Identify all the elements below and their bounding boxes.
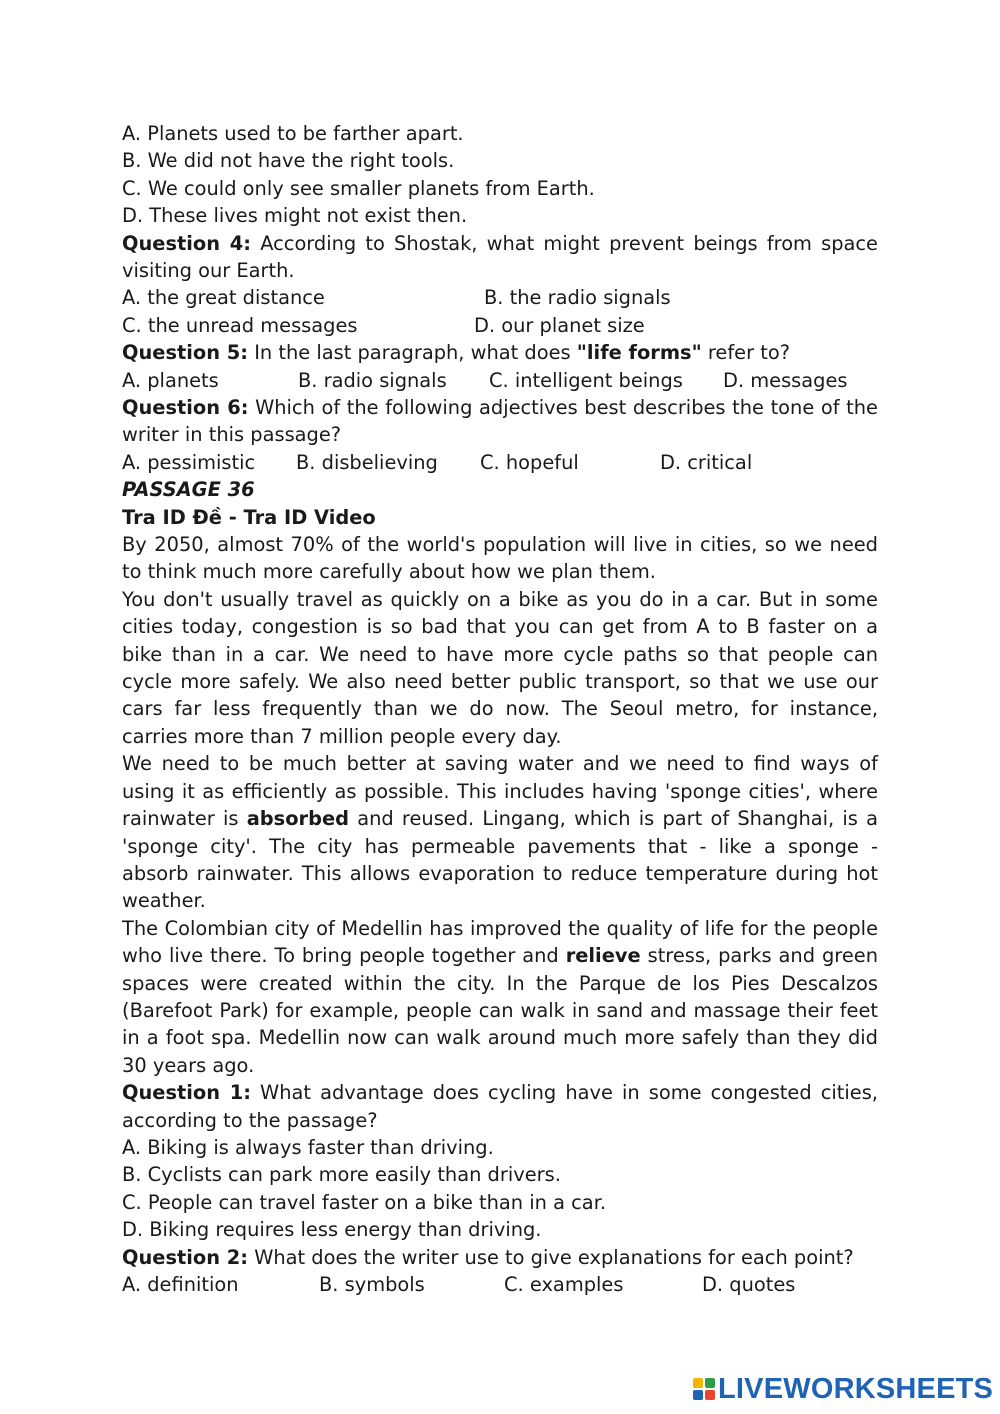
passage-paragraph-2: You don't usually travel as quickly on a bike as you do in a car. But in some cities today, congestion is so bad that you can get from A to B faster on a bike than in a car. We need to have more cycle paths so that people can cycle more safely. We also need better public transport, so that we use our cars far less frequently than we do now. The Seoul metro, for instance, carries more than 7 million people every day. — [122, 587, 878, 748]
option-b: B. radio signals — [298, 368, 447, 392]
question-label: Question 1: — [122, 1081, 251, 1105]
passage-title: PASSAGE 36 — [122, 478, 255, 502]
worksheet-page — [122, 120, 878, 1298]
paragraph-text: stress, parks and green spaces were created within the city. In the Parque de los Pies Descalzos (Barefoot Park) for example, people can walk in sand and massage their feet in a foot spa. Medellin now can walk around much more safely than they did 30 years ago. — [122, 944, 878, 1077]
option-d: D. our planet size — [474, 313, 645, 337]
option-a: A. the great distance — [122, 286, 325, 310]
question-6-options — [122, 449, 878, 476]
option-b: B. Cyclists can park more easily than drivers. — [122, 1163, 561, 1187]
lookup-link[interactable] — [122, 504, 878, 531]
option-b: B. the radio signals — [484, 286, 671, 310]
lookup-text: Tra ID Đề - Tra ID Video — [122, 505, 376, 529]
option-b: B. symbols — [319, 1273, 425, 1296]
option-c: C. the unread messages — [122, 313, 358, 337]
question-label: Question 4: — [122, 231, 252, 255]
option-line: D. These lives might not exist then. — [122, 204, 468, 228]
question-text: In the last paragraph, what does — [248, 341, 577, 365]
liveworksheets-logo-icon — [692, 1377, 716, 1401]
option-d: D. critical — [660, 450, 753, 474]
option-c: C. examples — [504, 1273, 624, 1296]
passage-paragraph-1: By 2050, almost 70% of the world's population will live in cities, so we need to think much more carefully about how we plan them. — [122, 533, 878, 584]
paragraph-text: The Colombian city of Medellin has improved the quality of life for the people who live there. To bring people together and — [122, 916, 878, 968]
question-label: Question 2: — [122, 1245, 249, 1269]
question-text: According to Shostak, what might prevent beings from space visiting our Earth. — [122, 231, 878, 283]
option-d: D. Biking requires less energy than driving. — [122, 1218, 542, 1242]
option-b: B. disbelieving — [296, 450, 438, 474]
passage-paragraph-3 — [122, 750, 878, 914]
option-c: C. hopeful — [480, 450, 579, 474]
question-6 — [122, 394, 878, 449]
passage36-question-2 — [122, 1244, 878, 1271]
question-label: Question 6: — [122, 396, 249, 420]
paragraph-text: We need to be much better at saving water and we need to find ways of using it as efficiently as possible. This includes having 'sponge cities', where rainwater is — [122, 752, 878, 831]
question-text: Which of the following adjectives best describes the tone of the writer in this passage? — [122, 396, 878, 447]
option-line: B. We did not have the right tools. — [122, 149, 455, 173]
option-line: C. We could only see smaller planets from Earth. — [122, 176, 595, 200]
option-d: D. messages — [723, 368, 848, 392]
liveworksheets-logo[interactable] — [692, 1373, 993, 1405]
question-text: refer to? — [701, 341, 790, 365]
question-4 — [122, 230, 878, 285]
passage36-question-1 — [122, 1079, 878, 1134]
question-label: Question 5: — [122, 341, 249, 365]
option-a: A. definition — [122, 1273, 239, 1296]
question-text: What advantage does cycling have in some congested cities, according to the passage? — [122, 1081, 878, 1132]
logo-text: LIVEWORKSHEETS — [718, 1372, 994, 1405]
passage36-question-2-options — [122, 1271, 878, 1298]
highlighted-word: absorbed — [246, 807, 350, 831]
option-a: A. pessimistic — [122, 450, 256, 474]
highlighted-word: relieve — [565, 944, 641, 968]
option-line: A. Planets used to be farther apart. — [122, 122, 464, 145]
passage-paragraph-4 — [122, 915, 878, 1079]
option-a: A. planets — [122, 368, 219, 392]
question-text: What does the writer use to give explanations for each point? — [248, 1245, 854, 1269]
option-a: A. Biking is always faster than driving. — [122, 1135, 494, 1159]
paragraph-text: and reused. Lingang, which is part of Shanghai, is a 'sponge city'. The city has permeable pavements that - like a sponge - absorb rainwater. This allows evaporation to reduce temperature during hot weather. — [122, 807, 878, 913]
question-4-options — [122, 312, 878, 339]
question-5-options — [122, 367, 878, 394]
highlighted-term: "life forms" — [576, 341, 702, 365]
option-c: C. People can travel faster on a bike than in a car. — [122, 1190, 607, 1214]
question-5 — [122, 339, 878, 366]
question-4-options — [122, 284, 878, 311]
option-c: C. intelligent beings — [489, 368, 683, 392]
option-d: D. quotes — [702, 1273, 796, 1296]
